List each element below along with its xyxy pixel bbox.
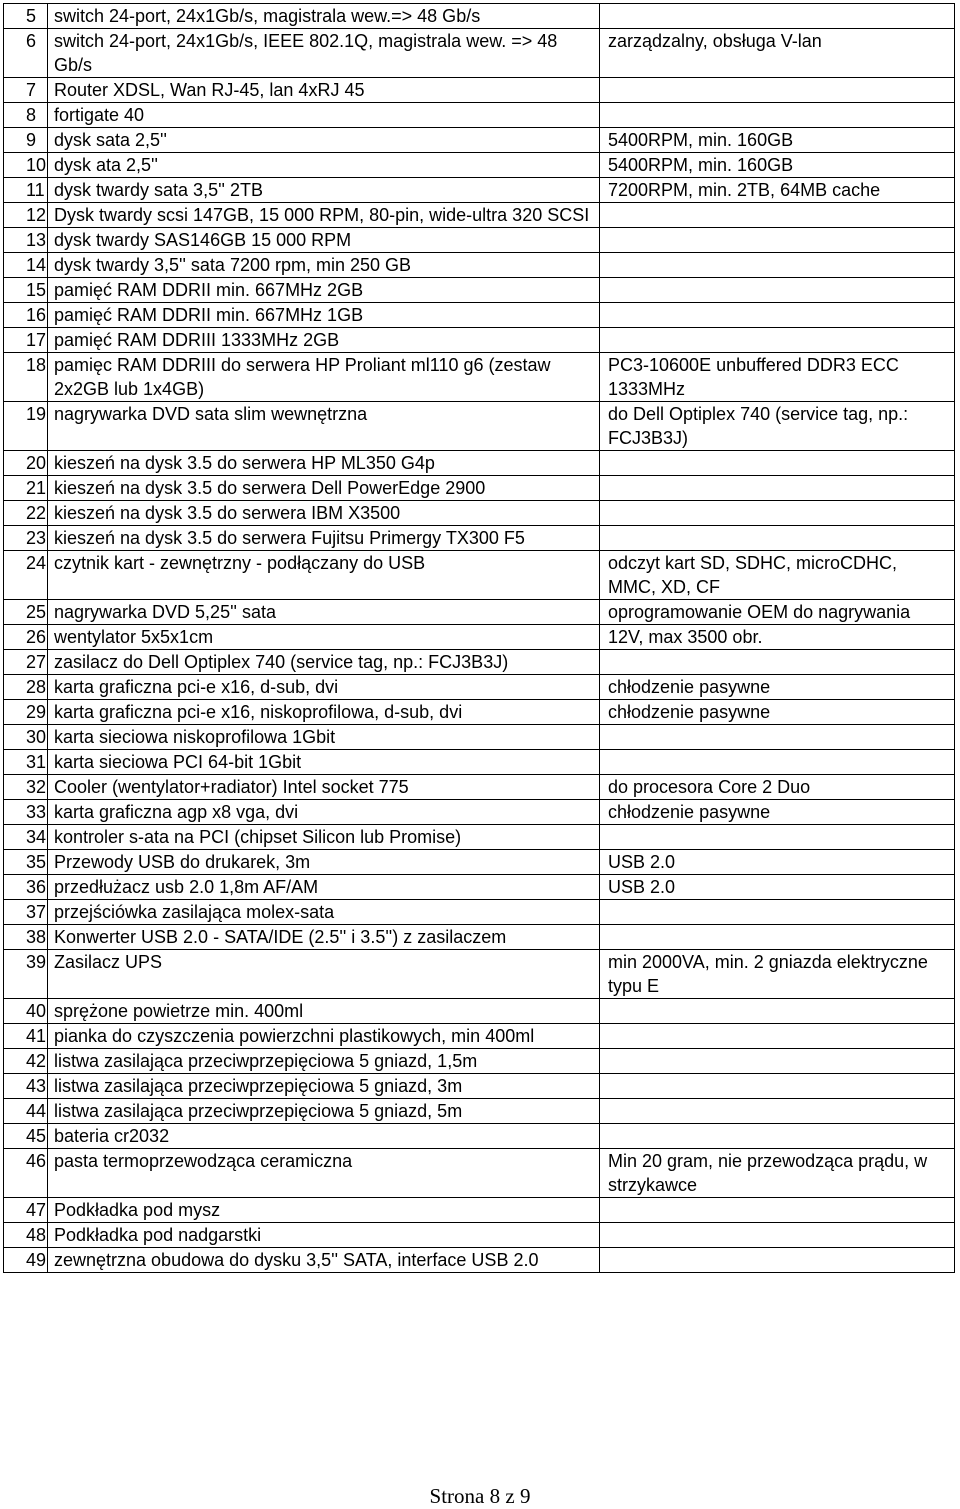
- table-row: [4, 4, 955, 29]
- table-row: [4, 1149, 955, 1198]
- item-note: do procesora Core 2 Duo: [600, 775, 955, 800]
- item-name: dysk twardy SAS146GB 15 000 RPM: [48, 228, 600, 253]
- item-number: 5: [4, 4, 48, 29]
- item-name: dysk twardy 3,5'' sata 7200 rpm, min 250 GB: [48, 253, 600, 278]
- table-row: [4, 1223, 955, 1248]
- item-note: USB 2.0: [600, 875, 955, 900]
- table-row: [4, 103, 955, 128]
- item-note: [600, 278, 955, 303]
- table-row: [4, 750, 955, 775]
- item-note: Min 20 gram, nie przewodząca prądu, w strzykawce: [600, 1149, 955, 1198]
- item-number: 31: [4, 750, 48, 775]
- table-row: [4, 178, 955, 203]
- item-note: 5400RPM, min. 160GB: [600, 128, 955, 153]
- table-row: [4, 128, 955, 153]
- table-row: [4, 950, 955, 999]
- table-row: [4, 925, 955, 950]
- item-note: [600, 303, 955, 328]
- item-note: [600, 501, 955, 526]
- item-number: 34: [4, 825, 48, 850]
- item-number: 14: [4, 253, 48, 278]
- item-number: 36: [4, 875, 48, 900]
- item-number: 16: [4, 303, 48, 328]
- item-note: [600, 78, 955, 103]
- item-number: 8: [4, 103, 48, 128]
- item-note: [600, 1074, 955, 1099]
- item-name: Podkładka pod mysz: [48, 1198, 600, 1223]
- item-number: 35: [4, 850, 48, 875]
- item-name: przedłużacz usb 2.0 1,8m AF/AM: [48, 875, 600, 900]
- item-name: pamięć RAM DDRII min. 667MHz 1GB: [48, 303, 600, 328]
- item-number: 40: [4, 999, 48, 1024]
- table-row: [4, 353, 955, 402]
- item-number: 15: [4, 278, 48, 303]
- item-number: 37: [4, 900, 48, 925]
- item-name: karta graficzna pci-e x16, d-sub, dvi: [48, 675, 600, 700]
- item-number: 33: [4, 800, 48, 825]
- item-note: [600, 253, 955, 278]
- table-row: [4, 800, 955, 825]
- item-note: USB 2.0: [600, 850, 955, 875]
- item-note: [600, 1024, 955, 1049]
- item-name: nagrywarka DVD sata slim wewnętrzna: [48, 402, 600, 451]
- spec-table: [3, 3, 955, 1273]
- item-number: 18: [4, 353, 48, 402]
- item-note: [600, 476, 955, 501]
- table-row: [4, 875, 955, 900]
- item-note: chłodzenie pasywne: [600, 700, 955, 725]
- table-row: [4, 900, 955, 925]
- item-number: 23: [4, 526, 48, 551]
- item-number: 13: [4, 228, 48, 253]
- item-name: przejściówka zasilająca molex-sata: [48, 900, 600, 925]
- item-name: listwa zasilająca przeciwprzepięciowa 5 gniazd, 5m: [48, 1099, 600, 1124]
- item-note: 12V, max 3500 obr.: [600, 625, 955, 650]
- item-note: [600, 1049, 955, 1074]
- table-row: [4, 253, 955, 278]
- item-name: karta graficzna agp x8 vga, dvi: [48, 800, 600, 825]
- item-note: oprogramowanie OEM do nagrywania: [600, 600, 955, 625]
- item-name: kontroler s-ata na PCI (chipset Silicon lub Promise): [48, 825, 600, 850]
- item-note: 7200RPM, min. 2TB, 64MB cache: [600, 178, 955, 203]
- item-number: 7: [4, 78, 48, 103]
- table-row: [4, 78, 955, 103]
- table-row: [4, 1124, 955, 1149]
- item-note: [600, 900, 955, 925]
- table-row: [4, 501, 955, 526]
- item-name: pianka do czyszczenia powierzchni plastikowych, min 400ml: [48, 1024, 600, 1049]
- item-name: pamięć RAM DDRIII 1333MHz 2GB: [48, 328, 600, 353]
- item-number: 30: [4, 725, 48, 750]
- table-row: [4, 228, 955, 253]
- table-row: [4, 153, 955, 178]
- table-row: [4, 278, 955, 303]
- item-note: [600, 228, 955, 253]
- item-number: 43: [4, 1074, 48, 1099]
- item-note: PC3-10600E unbuffered DDR3 ECC 1333MHz: [600, 353, 955, 402]
- item-name: czytnik kart - zewnętrzny - podłączany do USB: [48, 551, 600, 600]
- item-name: listwa zasilająca przeciwprzepięciowa 5 gniazd, 1,5m: [48, 1049, 600, 1074]
- item-number: 46: [4, 1149, 48, 1198]
- item-note: [600, 650, 955, 675]
- item-note: [600, 725, 955, 750]
- table-row: [4, 700, 955, 725]
- table-row: [4, 1248, 955, 1273]
- item-note: [600, 1198, 955, 1223]
- item-number: 20: [4, 451, 48, 476]
- table-row: [4, 725, 955, 750]
- item-number: 28: [4, 675, 48, 700]
- item-note: [600, 4, 955, 29]
- table-row: [4, 1049, 955, 1074]
- item-number: 25: [4, 600, 48, 625]
- item-number: 47: [4, 1198, 48, 1223]
- item-name: pamięc RAM DDRIII do serwera HP Proliant ml110 g6 (zestaw 2x2GB lub 1x4GB): [48, 353, 600, 402]
- item-name: Podkładka pod nadgarstki: [48, 1223, 600, 1248]
- item-number: 9: [4, 128, 48, 153]
- item-number: 22: [4, 501, 48, 526]
- item-name: wentylator 5x5x1cm: [48, 625, 600, 650]
- item-note: [600, 103, 955, 128]
- item-number: 49: [4, 1248, 48, 1273]
- item-number: 39: [4, 950, 48, 999]
- item-name: pamięć RAM DDRII min. 667MHz 2GB: [48, 278, 600, 303]
- item-name: zasilacz do Dell Optiplex 740 (service tag, np.: FCJ3B3J): [48, 650, 600, 675]
- table-row: [4, 203, 955, 228]
- item-name: Router XDSL, Wan RJ-45, lan 4xRJ 45: [48, 78, 600, 103]
- item-name: Dysk twardy scsi 147GB, 15 000 RPM, 80-pin, wide-ultra 320 SCSI: [48, 203, 600, 228]
- table-row: [4, 999, 955, 1024]
- item-name: karta graficzna pci-e x16, niskoprofilowa, d-sub, dvi: [48, 700, 600, 725]
- item-note: 5400RPM, min. 160GB: [600, 153, 955, 178]
- item-note: [600, 451, 955, 476]
- table-row: [4, 1099, 955, 1124]
- item-number: 29: [4, 700, 48, 725]
- item-note: odczyt kart SD, SDHC, microCDHC, MMC, XD, CF: [600, 551, 955, 600]
- item-number: 12: [4, 203, 48, 228]
- item-name: bateria cr2032: [48, 1124, 600, 1149]
- item-number: 24: [4, 551, 48, 600]
- table-row: [4, 402, 955, 451]
- item-name: fortigate 40: [48, 103, 600, 128]
- table-row: [4, 1024, 955, 1049]
- item-name: switch 24-port, 24x1Gb/s, magistrala wew.=> 48 Gb/s: [48, 4, 600, 29]
- item-name: Zasilacz UPS: [48, 950, 600, 999]
- item-note: [600, 328, 955, 353]
- item-note: [600, 203, 955, 228]
- item-name: nagrywarka DVD 5,25'' sata: [48, 600, 600, 625]
- item-note: [600, 1248, 955, 1273]
- table-row: [4, 451, 955, 476]
- item-name: kieszeń na dysk 3.5 do serwera Dell PowerEdge 2900: [48, 476, 600, 501]
- table-row: [4, 650, 955, 675]
- item-note: [600, 925, 955, 950]
- item-name: dysk sata 2,5'': [48, 128, 600, 153]
- item-note: [600, 750, 955, 775]
- item-number: 17: [4, 328, 48, 353]
- table-row: [4, 29, 955, 78]
- item-number: 48: [4, 1223, 48, 1248]
- item-name: Cooler (wentylator+radiator) Intel socket 775: [48, 775, 600, 800]
- item-note: [600, 999, 955, 1024]
- item-number: 27: [4, 650, 48, 675]
- table-row: [4, 1198, 955, 1223]
- item-name: sprężone powietrze min. 400ml: [48, 999, 600, 1024]
- item-number: 11: [4, 178, 48, 203]
- item-note: chłodzenie pasywne: [600, 800, 955, 825]
- item-name: dysk ata 2,5'': [48, 153, 600, 178]
- table-row: [4, 328, 955, 353]
- item-number: 21: [4, 476, 48, 501]
- item-name: listwa zasilająca przeciwprzepięciowa 5 gniazd, 3m: [48, 1074, 600, 1099]
- item-name: zewnętrzna obudowa do dysku 3,5'' SATA, interface USB 2.0: [48, 1248, 600, 1273]
- item-note: zarządzalny, obsługa V-lan: [600, 29, 955, 78]
- item-note: [600, 1124, 955, 1149]
- table-row: [4, 526, 955, 551]
- table-row: [4, 675, 955, 700]
- table-row: [4, 551, 955, 600]
- item-note: do Dell Optiplex 740 (service tag, np.: FCJ3B3J): [600, 402, 955, 451]
- item-number: 44: [4, 1099, 48, 1124]
- item-name: dysk twardy sata 3,5'' 2TB: [48, 178, 600, 203]
- item-number: 10: [4, 153, 48, 178]
- item-number: 32: [4, 775, 48, 800]
- item-number: 6: [4, 29, 48, 78]
- item-name: kieszeń na dysk 3.5 do serwera IBM X3500: [48, 501, 600, 526]
- item-note: chłodzenie pasywne: [600, 675, 955, 700]
- item-note: [600, 1099, 955, 1124]
- table-row: [4, 775, 955, 800]
- table-row: [4, 600, 955, 625]
- table-row: [4, 476, 955, 501]
- item-note: [600, 526, 955, 551]
- item-number: 38: [4, 925, 48, 950]
- item-number: 26: [4, 625, 48, 650]
- item-name: Konwerter USB 2.0 - SATA/IDE (2.5'' i 3.5'') z zasilaczem: [48, 925, 600, 950]
- table-row: [4, 825, 955, 850]
- table-row: [4, 850, 955, 875]
- item-name: pasta termoprzewodząca ceramiczna: [48, 1149, 600, 1198]
- item-note: min 2000VA, min. 2 gniazda elektryczne typu E: [600, 950, 955, 999]
- spec-table-body: [4, 4, 955, 1273]
- item-name: Przewody USB do drukarek, 3m: [48, 850, 600, 875]
- item-note: [600, 1223, 955, 1248]
- item-name: karta sieciowa PCI 64-bit 1Gbit: [48, 750, 600, 775]
- item-name: kieszeń na dysk 3.5 do serwera HP ML350 G4p: [48, 451, 600, 476]
- item-name: kieszeń na dysk 3.5 do serwera Fujitsu Primergy TX300 F5: [48, 526, 600, 551]
- item-number: 42: [4, 1049, 48, 1074]
- item-name: switch 24-port, 24x1Gb/s, IEEE 802.1Q, magistrala wew. => 48 Gb/s: [48, 29, 600, 78]
- table-row: [4, 1074, 955, 1099]
- page-footer: Strona 8 z 9: [429, 1484, 531, 1508]
- item-number: 45: [4, 1124, 48, 1149]
- table-row: [4, 303, 955, 328]
- table-row: [4, 625, 955, 650]
- item-number: 19: [4, 402, 48, 451]
- item-number: 41: [4, 1024, 48, 1049]
- item-note: [600, 825, 955, 850]
- item-name: karta sieciowa niskoprofilowa 1Gbit: [48, 725, 600, 750]
